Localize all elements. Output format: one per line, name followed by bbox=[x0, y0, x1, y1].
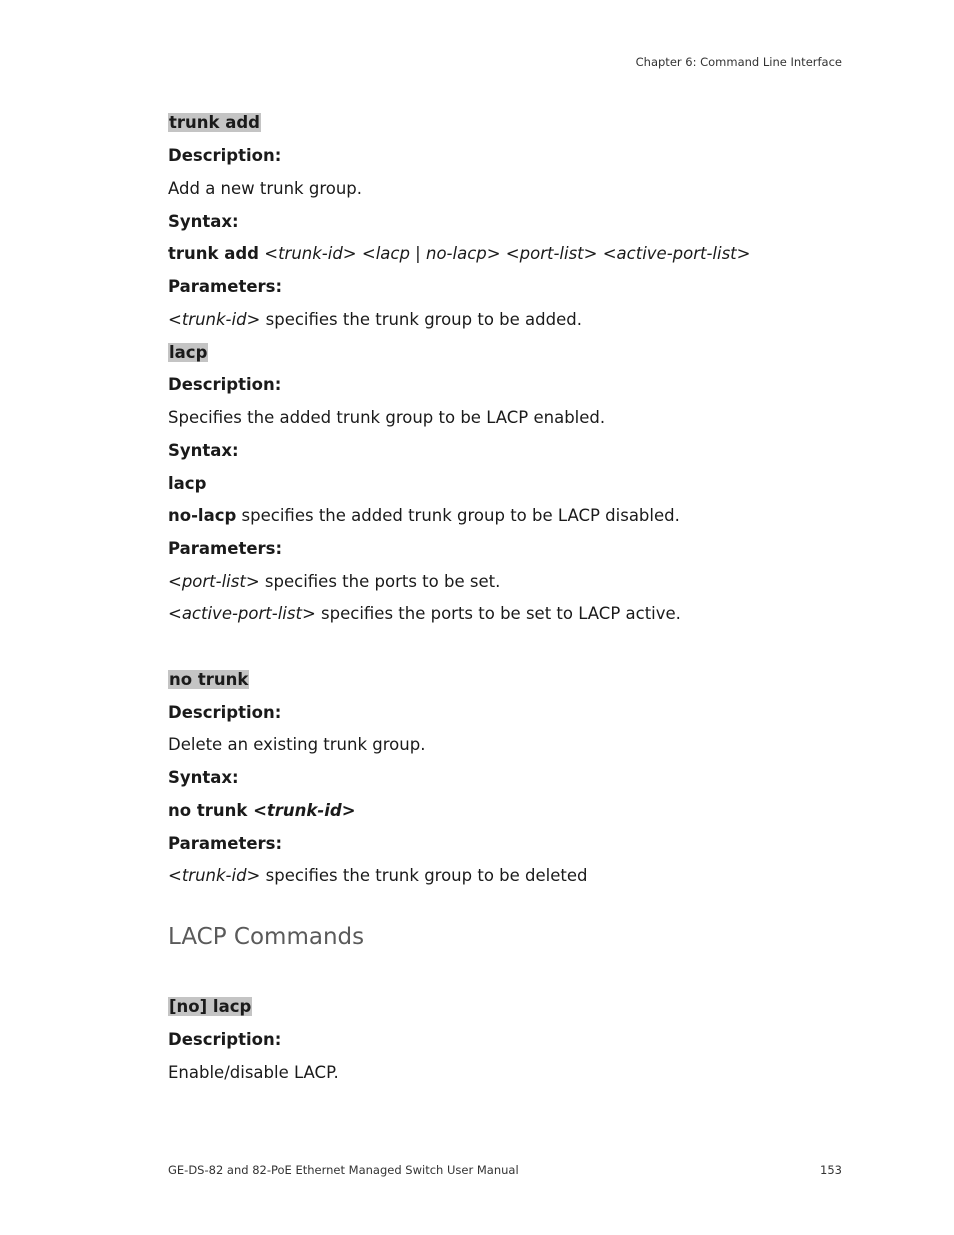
trunk-add-title bbox=[168, 112, 261, 134]
lacp-parameters-label: Parameters: bbox=[168, 539, 283, 558]
no-trunk-syntax-cmd: no trunk bbox=[168, 801, 254, 820]
footer-manual-title: GE-DS-82 and 82-PoE Ethernet Managed Switch User Manual bbox=[168, 1163, 519, 1177]
param-name: <active-port-list> bbox=[168, 604, 316, 623]
trunk-add-syntax-cmd: trunk add bbox=[168, 244, 259, 263]
no-lacp-text: specifies the added trunk group to be LACP disabled. bbox=[236, 506, 680, 525]
param-text: specifies the ports to be set. bbox=[259, 572, 501, 591]
lacp-param-port-list bbox=[168, 571, 500, 593]
lacp-param-active-port-list bbox=[168, 603, 681, 625]
param-name: <port-list> bbox=[168, 572, 260, 591]
param-name: <trunk-id> bbox=[168, 310, 261, 329]
param-text: specifies the trunk group to be added. bbox=[260, 310, 582, 329]
page-number: 153 bbox=[820, 1163, 842, 1177]
param-name: <trunk-id> bbox=[168, 866, 261, 885]
no-lacp-description: Enable/disable LACP. bbox=[168, 1063, 339, 1082]
page-header: Chapter 6: Command Line Interface bbox=[635, 55, 842, 69]
no-lacp-title-text: [no] lacp bbox=[169, 997, 252, 1016]
no-lacp-description-label: Description: bbox=[168, 1030, 282, 1049]
lacp-syntax-label: Syntax: bbox=[168, 441, 239, 460]
lacp-title-text: lacp bbox=[169, 343, 208, 362]
trunk-add-description: Add a new trunk group. bbox=[168, 179, 363, 198]
no-lacp-keyword: no-lacp bbox=[168, 506, 237, 525]
trunk-add-syntax-label: Syntax: bbox=[168, 212, 239, 231]
trunk-add-parameters-label: Parameters: bbox=[168, 277, 283, 296]
no-trunk-parameters-label: Parameters: bbox=[168, 834, 283, 853]
trunk-add-syntax bbox=[168, 243, 750, 265]
no-lacp-title bbox=[168, 996, 252, 1018]
lacp-title bbox=[168, 342, 208, 364]
no-trunk-description: Delete an existing trunk group. bbox=[168, 735, 426, 754]
no-lacp-line bbox=[168, 505, 680, 527]
no-trunk-title bbox=[168, 669, 249, 691]
trunk-add-description-label: Description: bbox=[168, 146, 282, 165]
no-trunk-title-text: no trunk bbox=[169, 670, 249, 689]
no-trunk-syntax-arg: <trunk-id> bbox=[253, 801, 356, 820]
no-trunk-param-trunk-id bbox=[168, 865, 588, 887]
no-trunk-syntax bbox=[168, 800, 356, 822]
param-text: specifies the trunk group to be deleted bbox=[260, 866, 588, 885]
section-heading-lacp-commands: LACP Commands bbox=[168, 924, 365, 950]
no-trunk-description-label: Description: bbox=[168, 703, 282, 722]
lacp-syntax: lacp bbox=[168, 474, 207, 493]
trunk-add-title-text: trunk add bbox=[169, 113, 260, 132]
param-text: specifies the ports to be set to LACP active. bbox=[315, 604, 681, 623]
trunk-add-param-trunk-id bbox=[168, 309, 582, 331]
lacp-description-label: Description: bbox=[168, 375, 282, 394]
lacp-description: Specifies the added trunk group to be LACP enabled. bbox=[168, 408, 606, 427]
trunk-add-syntax-args: <trunk-id> <lacp | no-lacp> <port-list> <active-port-list> bbox=[259, 244, 751, 263]
no-trunk-syntax-label: Syntax: bbox=[168, 768, 239, 787]
